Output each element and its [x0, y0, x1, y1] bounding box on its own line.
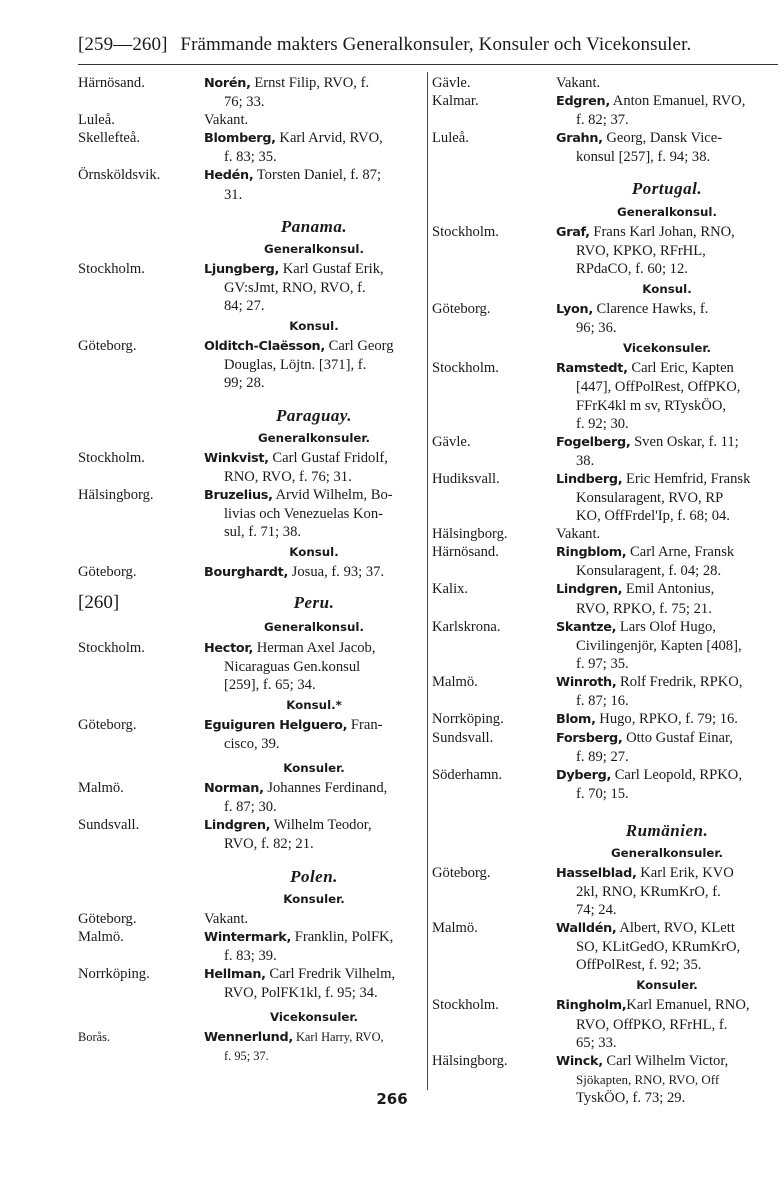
entry-continuation: f. 82; 37. [576, 112, 629, 129]
entry-portugal-k [432, 300, 778, 337]
entry-peru-gk [78, 639, 424, 694]
entry-text: Arvid Wilhelm, Bo- [272, 486, 393, 503]
entry-location: Gävle. [432, 433, 471, 450]
entry-name: Skantze, [556, 619, 617, 635]
subsection-label: Konsul. [642, 281, 692, 296]
entry-continuation: 2kl, RNO, KRumKrO, f. [576, 883, 721, 900]
entry-name: Lyon, [556, 302, 593, 318]
subsection-label: Konsuler. [636, 978, 698, 993]
entry-location: Hudiksvall. [432, 470, 500, 487]
entry-continuation: RPdaCO, f. 60; 12. [576, 260, 688, 277]
entry-text: Vakant. [204, 112, 249, 129]
entry-continuation: 65; 33. [576, 1034, 617, 1051]
entry-location: Sundsvall. [432, 730, 494, 747]
entry-text: Franklin, PolFK, [291, 928, 394, 945]
entry-name: Winck, [556, 1053, 603, 1069]
entry-text: Sven Oskar, f. 11; [630, 433, 739, 450]
entry-continuation: f. 87; 30. [224, 799, 277, 816]
entry-continuation: Douglas, Löjtn. [371], f. [224, 357, 367, 374]
entry-text: Carl Gustaf Fridolf, [268, 449, 388, 466]
entry-rumanien-gk2 [432, 919, 778, 974]
entry-location: Hälsingborg. [432, 1052, 508, 1069]
entry-continuation: Konsularagent, RVO, RP [576, 489, 724, 506]
section-title-polen: Polen. [290, 866, 338, 886]
entry-text: Rolf Fredrik, RPKO, [616, 673, 743, 690]
entry-text: Fran- [347, 716, 383, 733]
entry-location: Göteborg. [78, 910, 137, 927]
entry-name: Winroth, [556, 674, 617, 690]
entry-name: Fogelberg, [556, 434, 631, 450]
entry-text: Lars Olof Hugo, [616, 618, 716, 635]
entry-location: Stockholm. [78, 449, 145, 466]
entry-name: Grahn, [556, 131, 603, 147]
entry-panama-gk [78, 260, 424, 315]
entry-portugal-vk1 [432, 359, 778, 432]
entry-name: Winkvist, [204, 450, 269, 466]
entry-location: Norrköping. [432, 711, 504, 728]
entry-continuation: [259], f. 65; 34. [224, 676, 316, 693]
entry-continuation: OffPolRest, f. 92; 35. [576, 957, 702, 974]
entry-text: Vakant. [556, 526, 601, 543]
entry-text: Carl Wilhelm Victor, [602, 1052, 729, 1069]
entry-text: Anton Emanuel, RVO, [609, 93, 746, 110]
entry-peru-ks2 [78, 816, 424, 853]
column-rule [427, 72, 428, 1090]
entry-location: Göteborg. [432, 864, 491, 881]
entry-text: Carl Fredrik Vilhelm, [265, 966, 396, 983]
entry-continuation: 31. [224, 186, 243, 203]
entry-continuation: f. 83; 39. [224, 947, 277, 964]
entry-continuation: KO, OffFrdel'Ip, f. 68; 04. [576, 508, 730, 525]
entry-location: Norrköping. [78, 966, 150, 983]
entry-polen-k2 [78, 928, 424, 965]
entry-text: Vakant. [556, 75, 601, 91]
entry-continuation: Nicaraguas Gen.konsul [224, 658, 361, 675]
entry-text: Emil Antonius, [622, 581, 715, 598]
entry-continuation: [447], OffPolRest, OffPKO, [576, 379, 741, 396]
entry-location: Göteborg. [78, 564, 137, 581]
subsection-label: Konsul. [289, 545, 339, 560]
subsection-label: Konsuler. [283, 761, 345, 776]
entry-continuation: Sjökapten, RNO, RVO, Off [576, 1071, 720, 1087]
entry-continuation: TyskÖO, f. 73; 29. [576, 1089, 686, 1106]
entry-paraguay-k [78, 563, 424, 582]
entry-location: Stockholm. [432, 360, 499, 377]
subsection-label: Generalkonsuler. [257, 430, 371, 445]
entry-text: Karl Emanuel, RNO, [626, 997, 750, 1014]
entry-continuation: konsul [257], f. 94; 38. [576, 149, 711, 166]
entry-continuation: Civilingenjör, Kapten [408], [576, 637, 742, 654]
entry-continuation: 96; 36. [576, 320, 617, 337]
section-title-peru: Peru. [293, 593, 335, 613]
entry-continuation: FFrK4kl m sv, RTyskÖO, [576, 397, 727, 414]
subsection-label: Vicekonsuler. [622, 341, 712, 356]
entry-name: Lindberg, [556, 471, 623, 487]
entry-text: Georg, Dansk Vice- [602, 130, 723, 147]
entry-continuation: RVO, RPKO, f. 75; 21. [576, 600, 712, 617]
entry-text: Karl Gustaf Erik, [279, 260, 384, 277]
entry-name: Wintermark, [204, 929, 292, 945]
entry-location: Luleå. [78, 112, 115, 129]
entry-portugal-vk10 [432, 729, 778, 766]
entry-location: Kalmar. [432, 93, 479, 110]
subsection-label: Konsuler. [283, 891, 345, 906]
peru-heading-row [78, 594, 424, 616]
entry-continuation: Konsularagent, f. 04; 28. [576, 563, 722, 580]
section-title-rumanien: Rumänien. [625, 820, 709, 840]
entry-portugal-vk3 [432, 470, 778, 525]
entry-location: Malmö. [78, 928, 124, 945]
entry-name: Olditch-Claësson, [204, 339, 325, 355]
subsection-label: Konsul.* [286, 697, 342, 712]
entry-location: Hälsingborg. [432, 526, 508, 543]
entry-portugal-gk [432, 223, 778, 278]
entry-continuation: RNO, RVO, f. 76; 31. [224, 468, 352, 485]
entry-paraguay-gk1 [78, 449, 424, 486]
entry-continuation: SO, KLitGedO, KRumKrO, [576, 939, 741, 956]
entry-panama-k [78, 337, 424, 392]
entry-location: Härnösand. [78, 75, 145, 91]
entry-location: Sundsvall. [78, 817, 140, 834]
entry-lulea-r [432, 129, 778, 166]
entry-name: Forsberg, [556, 731, 623, 747]
entry-text: Johannes Ferdinand, [263, 780, 388, 797]
entry-continuation: f. 95; 37. [224, 1049, 269, 1064]
subsection-label: Generalkonsuler. [610, 845, 724, 860]
entry-location: Örnsköldsvik. [78, 167, 161, 184]
entry-location: Hälsingborg. [78, 486, 154, 503]
entry-name: Ringblom, [556, 545, 627, 561]
entry-name: Wennerlund, [204, 1030, 293, 1046]
subsection-label: Vicekonsuler. [269, 1010, 359, 1025]
entry-continuation: livias och Venezuelas Kon- [224, 505, 383, 522]
header-rule [78, 64, 778, 65]
entry-text: Clarence Hawks, f. [592, 301, 709, 318]
entry-name: Hector, [204, 640, 254, 656]
entry-location: Stockholm. [78, 260, 145, 277]
entry-polen-k1 [78, 910, 424, 928]
entry-name: Blomberg, [204, 131, 276, 147]
entry-location: Göteborg. [78, 716, 137, 733]
entry-name: Hasselblad, [556, 865, 637, 881]
entry-text: Karl Erik, KVO [636, 864, 734, 881]
entry-text: Josua, f. 93; 37. [288, 564, 385, 581]
entry-harnosand [78, 74, 424, 111]
entry-portugal-vk9 [432, 710, 778, 729]
subsection-label: Generalkonsul. [264, 241, 364, 256]
entry-text: Torsten Daniel, f. 87; [253, 167, 382, 184]
entry-continuation: GV:sJmt, RNO, RVO, f. [224, 279, 366, 296]
entry-location: Söderhamn. [432, 767, 503, 784]
entry-portugal-vk5 [432, 543, 778, 580]
entry-name: Lindgren, [556, 582, 623, 598]
entry-name: Blom, [556, 712, 596, 728]
entry-lulea [78, 111, 424, 129]
entry-name: Ramstedt, [556, 361, 628, 377]
entry-location: Härnösand. [432, 544, 499, 561]
subsection-label: Generalkonsul. [264, 620, 364, 635]
entry-continuation: 38. [576, 452, 595, 469]
entry-continuation: 74; 24. [576, 901, 617, 918]
entry-rumanien-gk1 [432, 864, 778, 919]
entry-name: Dyberg, [556, 768, 612, 784]
entry-name: Norén, [204, 76, 251, 91]
entry-name: Graf, [556, 224, 590, 240]
entry-polen-k3 [78, 965, 424, 1002]
entry-name: Eguiguren Helguero, [204, 717, 348, 733]
entry-location: Luleå. [432, 130, 469, 147]
entry-name: Edgren, [556, 94, 610, 110]
entry-location: Skellefteå. [78, 130, 140, 147]
entry-text: Carl Arne, Fransk [626, 544, 735, 561]
entry-location: Malmö. [78, 780, 124, 797]
entry-text: Wilhelm Teodor, [270, 817, 372, 834]
entry-text: Carl Leopold, RPKO, [611, 767, 742, 784]
entry-text: Ernst Filip, RVO, f. [250, 75, 370, 91]
entry-continuation: f. 92; 30. [576, 415, 629, 432]
entry-ornskoldsvik [78, 166, 424, 203]
page-marker: [260] [78, 592, 120, 614]
entry-polen-vk1 [78, 1028, 424, 1065]
entry-location: Karlskrona. [432, 618, 501, 635]
entry-location: Göteborg. [432, 301, 491, 318]
entry-name: Bruzelius, [204, 487, 273, 503]
entry-continuation: cisco, 39. [224, 736, 280, 752]
entry-text: Frans Karl Johan, RNO, [589, 223, 735, 240]
entry-text: Carl Eric, Kapten [627, 360, 734, 377]
entry-continuation: 76; 33. [224, 94, 265, 111]
entry-name: Lindgren, [204, 818, 271, 834]
entry-continuation: RVO, KPKO, RFrHL, [576, 242, 706, 259]
entry-continuation: f. 83; 35. [224, 149, 277, 166]
entry-paraguay-gk2 [78, 486, 424, 541]
entry-continuation: RVO, f. 82; 21. [224, 836, 314, 853]
section-title-paraguay: Paraguay. [275, 405, 353, 425]
entry-continuation: f. 87; 16. [576, 693, 629, 709]
entry-continuation: f. 89; 27. [576, 749, 629, 766]
entry-location: Stockholm. [78, 639, 145, 656]
entry-text: Eric Hemfrid, Fransk [622, 470, 751, 487]
entry-text: Karl Harry, RVO, [292, 1030, 384, 1045]
entry-name: Hedén, [204, 168, 254, 184]
entry-text: Otto Gustaf Einar, [622, 730, 733, 747]
entry-text: Herman Axel Jacob, [253, 639, 376, 656]
entry-continuation: 99; 28. [224, 375, 265, 392]
entry-gavle [432, 74, 778, 92]
entry-location: Malmö. [432, 920, 478, 937]
entry-portugal-vk2 [432, 433, 778, 470]
subsection-label: Generalkonsul. [617, 204, 717, 219]
entry-portugal-vk6 [432, 580, 778, 617]
entry-location: Göteborg. [78, 338, 137, 355]
entry-continuation: RVO, OffPKO, RFrHL, f. [576, 1016, 728, 1033]
entry-name: Ljungberg, [204, 261, 280, 277]
entry-continuation: f. 97; 35. [576, 655, 629, 672]
entry-peru-k [78, 716, 424, 753]
entry-peru-ks1 [78, 779, 424, 816]
entry-text: Vakant. [204, 910, 249, 927]
entry-text: Hugo, RPKO, f. 79; 16. [595, 711, 738, 728]
right-column [432, 74, 778, 1107]
entry-name: Bourghardt, [204, 565, 289, 581]
entry-rumanien-k1 [432, 996, 778, 1051]
entry-name: Hellman, [204, 967, 266, 983]
entry-portugal-vk8 [432, 673, 778, 710]
entry-location: Malmö. [432, 673, 478, 690]
entry-location: Stockholm. [432, 223, 499, 240]
section-title-portugal: Portugal. [631, 179, 703, 199]
entry-continuation: f. 70; 15. [576, 786, 629, 803]
entry-skelleftea [78, 129, 424, 166]
running-header [78, 34, 770, 56]
header-title: Främmande makters Generalkonsuler, Konsuler och Vicekonsuler. [180, 34, 692, 55]
entry-portugal-vk4 [432, 525, 778, 543]
entry-continuation: 84; 27. [224, 298, 265, 315]
entry-location: Kalix. [432, 581, 469, 598]
entry-text: Karl Arvid, RVO, [275, 130, 383, 147]
entry-portugal-vk7 [432, 618, 778, 673]
entry-kalmar [432, 92, 778, 129]
entry-continuation: RVO, PolFK1kl, f. 95; 34. [224, 985, 378, 1002]
entry-name: Walldén, [556, 921, 617, 937]
entry-name: Norman, [204, 781, 264, 797]
entry-location: Gävle. [432, 75, 471, 91]
entry-text: Carl Georg [324, 338, 394, 355]
subsection-label: Konsul. [289, 319, 339, 334]
entry-location: Borås. [78, 1030, 111, 1045]
entry-continuation: sul, f. 71; 38. [224, 524, 302, 541]
entry-name: Ringholm, [556, 998, 627, 1014]
header-page-range: [259—260] [78, 34, 168, 55]
entry-location: Stockholm. [432, 997, 499, 1014]
entry-text: Albert, RVO, KLett [616, 920, 735, 937]
page-number: 266 [376, 1090, 408, 1108]
section-title-panama: Panama. [280, 216, 348, 236]
entry-portugal-vk11 [432, 766, 778, 803]
left-column [78, 74, 424, 1066]
